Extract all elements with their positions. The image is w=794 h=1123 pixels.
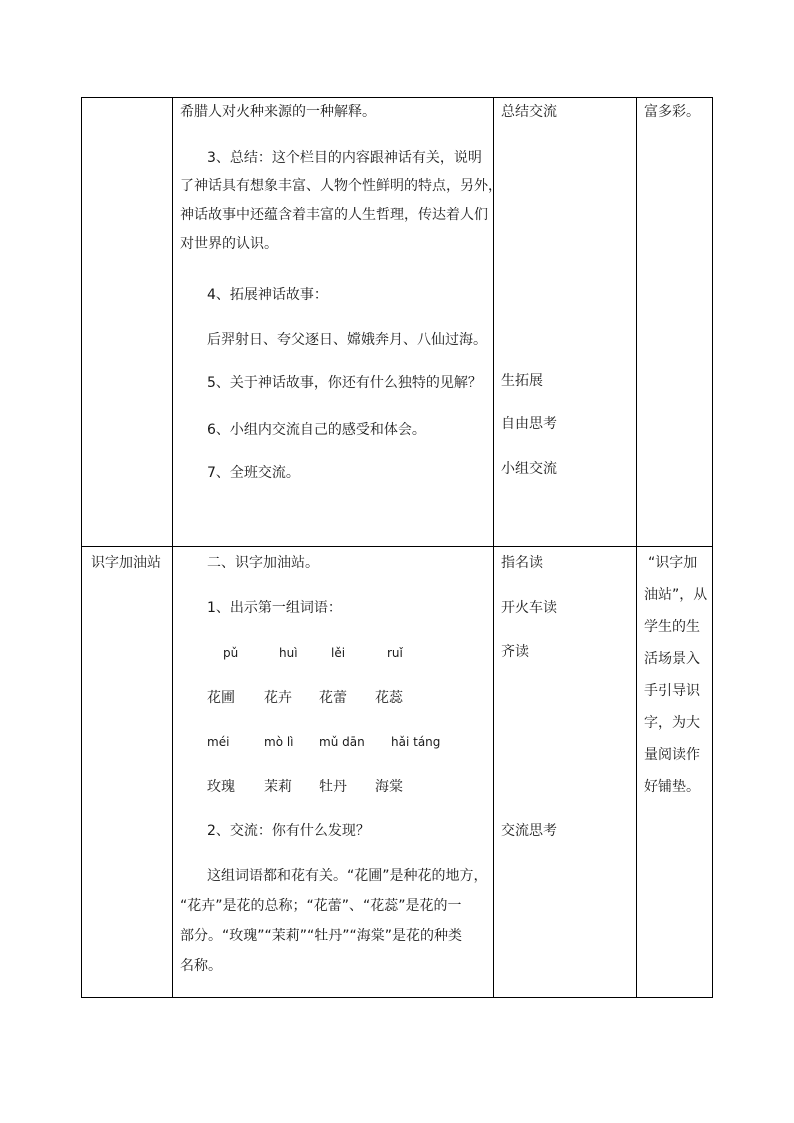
student-activity: 指名读 — [501, 555, 543, 571]
design-intent-line: 学生的生 — [644, 619, 700, 635]
section-heading: 二、识字加油站。 — [207, 555, 319, 571]
explanation-line: 部分。“玫瑰”“茉莉”“牡丹”“海棠”是花的种类 — [180, 928, 463, 944]
student-activity: 生拓展 — [501, 373, 543, 389]
pinyin-label: huì — [279, 646, 298, 660]
row-divider — [81, 546, 713, 547]
section-label: 识字加油站 — [91, 555, 161, 571]
vocab-word: 茉莉 — [264, 779, 292, 795]
pinyin-label: mò lì — [264, 735, 294, 749]
student-activity: 齐读 — [501, 644, 529, 660]
pinyin-label: ruǐ — [387, 646, 403, 660]
question-item: 5、关于神话故事，你还有什么独特的见解？ — [207, 375, 482, 391]
table-right-border — [712, 97, 713, 998]
class-discussion-item: 7、全班交流。 — [207, 465, 300, 481]
table-left-border — [81, 97, 82, 998]
vocab-word: 花圃 — [207, 690, 235, 706]
summary-item-line: 3、总结：这个栏目的内容跟神话有关，说明 — [207, 150, 482, 166]
row1-text-line: 希腊人对火种来源的一种解释。 — [180, 104, 376, 120]
vocab-word: 花卉 — [264, 690, 292, 706]
word-group-item: 1、出示第一组词语： — [207, 600, 342, 616]
pinyin-label: mǔ dān — [319, 735, 365, 749]
student-activity: 小组交流 — [501, 461, 557, 477]
explanation-line: 名称。 — [180, 958, 222, 974]
design-intent-line: 手引导识 — [644, 683, 700, 699]
design-intent-line: 量阅读作 — [644, 747, 700, 763]
table-top-border — [81, 97, 713, 98]
student-activity: 总结交流 — [501, 104, 557, 120]
vocab-word: 花蕾 — [319, 690, 347, 706]
design-intent-line: 油站”，从 — [644, 587, 708, 603]
group-discussion-item: 6、小组内交流自己的感受和体会。 — [207, 422, 426, 438]
design-intent-line: 活场景入 — [644, 651, 700, 667]
student-activity: 交流思考 — [501, 823, 557, 839]
column-divider-1 — [172, 97, 173, 998]
design-intent-line: “识字加 — [648, 555, 698, 571]
vocab-word: 花蕊 — [375, 690, 403, 706]
vocab-word: 玫瑰 — [207, 779, 235, 795]
student-activity: 自由思考 — [501, 416, 557, 432]
extend-stories-item: 4、拓展神话故事： — [207, 287, 328, 303]
summary-item-line: 对世界的认识。 — [180, 236, 278, 252]
pinyin-label: pǔ — [223, 646, 239, 660]
column-divider-3 — [636, 97, 637, 998]
column-divider-2 — [493, 97, 494, 998]
summary-item-line: 了神话具有想象丰富、人物个性鲜明的特点，另外， — [180, 178, 502, 194]
discussion-item: 2、交流：你有什么发现？ — [207, 823, 370, 839]
explanation-line: 这组词语都和花有关。“花圃”是种花的地方， — [207, 868, 488, 884]
stories-list: 后羿射日、夸父逐日、嫦娥奔月、八仙过海。 — [207, 332, 487, 348]
pinyin-label: hǎi táng — [391, 735, 441, 749]
explanation-line: “花卉”是花的总称；“花蕾”、“花蕊”是花的一 — [180, 898, 462, 914]
summary-item-line: 神话故事中还蕴含着丰富的人生哲理，传达着人们 — [180, 207, 488, 223]
student-activity: 开火车读 — [501, 600, 557, 616]
design-intent-line: 字，为大 — [644, 715, 700, 731]
pinyin-label: lěi — [331, 646, 346, 660]
pinyin-label: méi — [207, 735, 230, 749]
vocab-word: 牡丹 — [319, 779, 347, 795]
design-intent: 富多彩。 — [644, 104, 700, 120]
design-intent-line: 好铺垫。 — [644, 779, 700, 795]
table-bottom-border — [81, 997, 713, 998]
vocab-word: 海棠 — [375, 779, 403, 795]
